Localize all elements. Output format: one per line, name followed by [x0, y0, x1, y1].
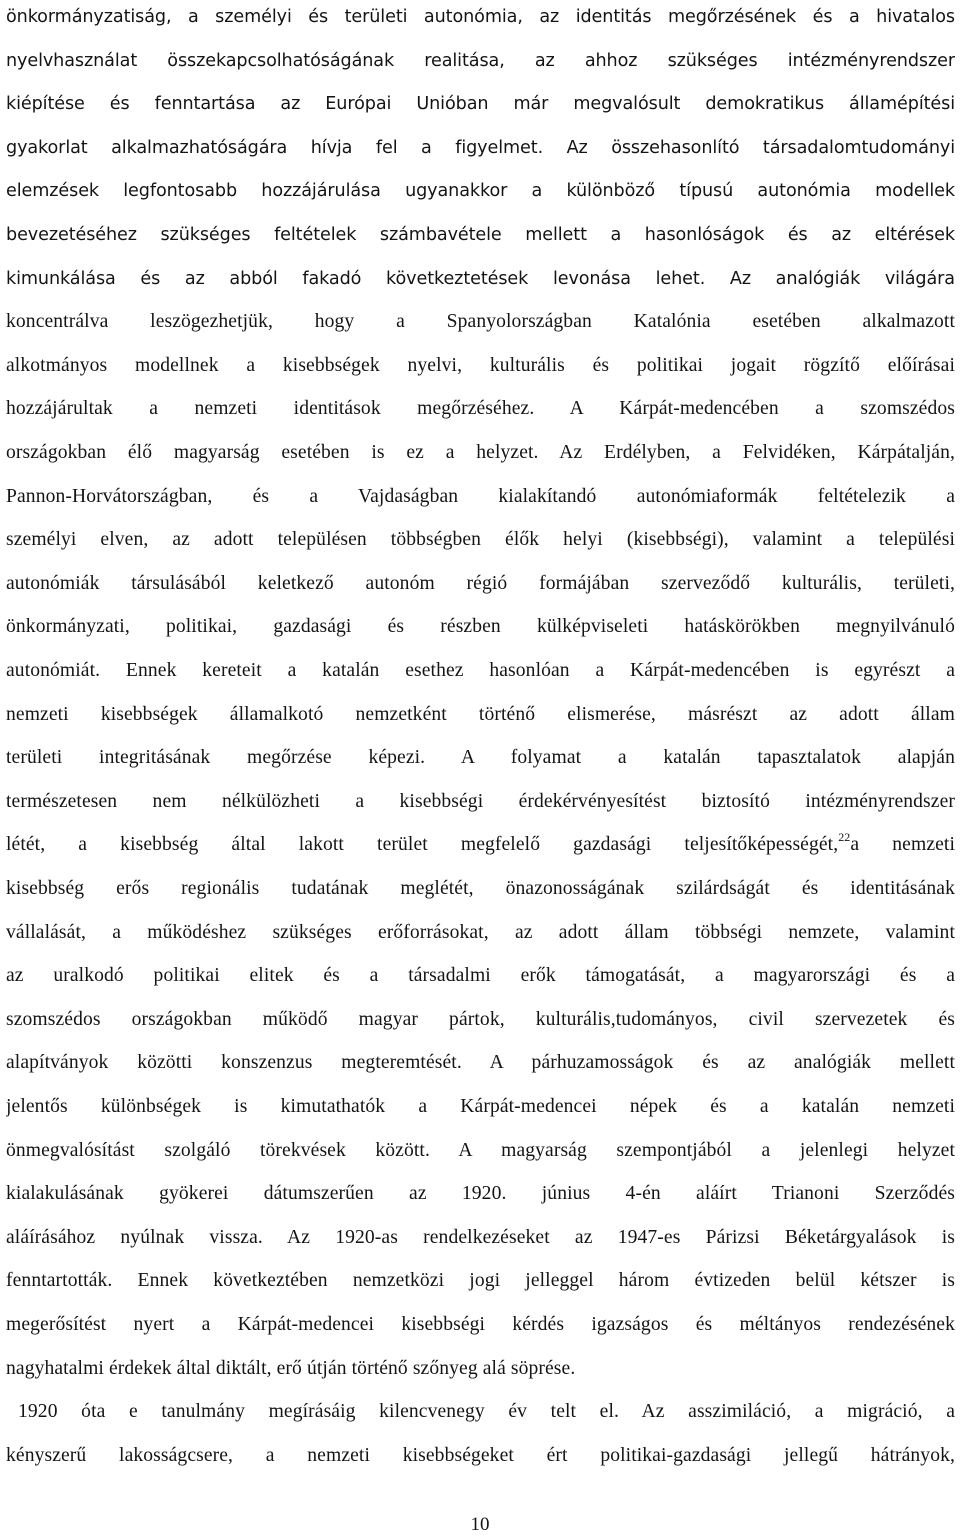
text-line — [6, 133, 955, 163]
line-text: önkormányzatiság, a személyi és területi autonómia, az identitás megőrzésének és a hivatalos — [6, 7, 955, 27]
line-text: bevezetéséhez szükséges feltételek számbavétele mellett a hasonlóságok és az eltérések — [6, 225, 955, 245]
line-text: alkotmányos modellnek a kisebbségek nyelvi, kulturális és politikai jogait rögzítő előírásai — [6, 354, 955, 376]
text-line — [6, 787, 955, 817]
text-line — [18, 1397, 955, 1427]
text-line — [6, 656, 955, 686]
text-line — [6, 612, 955, 642]
text-line — [6, 1223, 955, 1253]
text-line — [6, 1136, 955, 1166]
text-line — [6, 2, 955, 32]
text-line — [6, 830, 955, 860]
text-line — [6, 1354, 955, 1384]
text-line — [6, 525, 955, 555]
text-line — [6, 1092, 955, 1122]
line-text: nagyhatalmi érdekek által diktált, erő útján történő szőnyeg alá söprése. — [6, 1357, 576, 1379]
line-text: létét, a kisebbség által lakott terület megfelelő gazdasági teljesítőképességét, — [6, 834, 839, 856]
line-text: megerősítést nyert a Kárpát-medencei kisebbségi kérdés igazságos és méltányos rendezésének — [6, 1314, 955, 1335]
line-text: kisebbség erős regionális tudatának meglétét, önazonosságának szilárdságát és identitásának — [6, 878, 955, 899]
line-text-continued: a nemzeti — [850, 834, 955, 856]
footnote-reference: 22 — [838, 830, 851, 845]
line-text: autonómiák társulásából keletkező autonóm régió formájában szerveződő kulturális, területi, — [6, 572, 955, 594]
text-line — [6, 743, 955, 773]
line-text: nemzeti kisebbségek államalkotó nemzetként történő elismerése, másrészt az adott állam — [6, 703, 955, 725]
text-line — [6, 1310, 955, 1340]
line-text: Pannon-Horvátországban, és a Vajdaságban kialakítandó autonómiaformák feltételezik a — [6, 485, 955, 507]
line-text: vállalását, a működéshez szükséges erőforrásokat, az adott állam többségi nemzete, valamint — [6, 921, 955, 943]
text-line — [6, 220, 955, 250]
text-line — [6, 89, 955, 119]
line-text: kialakulásának gyökerei dátumszerűen az 1920. június 4-én aláírt Trianoni Szerződés — [6, 1183, 955, 1205]
line-text: jelentős különbségek is kimutathatók a Kárpát-medencei népek és a katalán nemzeti — [6, 1096, 955, 1117]
line-text: fenntartották. Ennek következtében nemzetközi jogi jelleggel három évtizeden belül kétszer is — [6, 1270, 955, 1292]
line-text: aláírásához nyúlnak vissza. Az 1920-as rendelkezéseket az 1947-es Párizsi Béketárgyalások is — [6, 1226, 955, 1248]
line-text: hozzájárultak a nemzeti identitások megőrzéséhez. A Kárpát-medencében a szomszédos — [6, 398, 955, 420]
line-text: kiépítése és fenntartása az Európai Unióban már megvalósult demokratikus államépítési — [6, 94, 955, 115]
line-text: országokban élő magyarság esetében is ez a helyzet. Az Erdélyben, a Felvidéken, Kárpátalján, — [6, 442, 955, 463]
line-text: 1920 óta e tanulmány megírásáig kilencvenegy év telt el. Az asszimiláció, a migráció, a — [18, 1401, 955, 1423]
text-line — [6, 394, 955, 424]
line-text: természetesen nem nélkülözheti a kisebbségi érdekérvényesítést biztosító intézményrendszer — [6, 790, 955, 812]
text-line — [6, 264, 955, 294]
line-text: önkormányzati, politikai, gazdasági és részben külképviseleti hatáskörökben megnyilvánuló — [6, 616, 955, 638]
text-line — [6, 482, 955, 512]
text-line — [6, 700, 955, 730]
line-text: az uralkodó politikai elitek és a társadalmi erők támogatását, a magyarországi és a — [6, 965, 955, 987]
text-line — [6, 918, 955, 948]
text-line — [6, 961, 955, 991]
line-text: kimunkálása és az abból fakadó következtetések levonása lehet. Az analógiák világára — [6, 268, 955, 289]
text-line — [6, 569, 955, 599]
line-text: autonómiát. Ennek kereteit a katalán esethez hasonlóan a Kárpát-medencében is egyrészt a — [6, 660, 955, 681]
line-text: területi integritásának megőrzése képezi. A folyamat a katalán tapasztalatok alapján — [6, 747, 955, 769]
text-line — [6, 874, 955, 904]
line-text: alapítványok közötti konszenzus megteremtését. A párhuzamosságok és az analógiák mellett — [6, 1052, 955, 1074]
line-text: nyelvhasználat összekapcsolhatóságának realitása, az ahhoz szükséges intézményrendszer — [6, 50, 955, 71]
line-text: kényszerű lakosságcsere, a nemzeti kisebbségeket ért politikai-gazdasági jellegű hátrányok, — [6, 1444, 955, 1466]
line-text: koncentrálva leszögezhetjük, hogy a Spanyolországban Katalónia esetében alkalmazott — [6, 311, 955, 333]
text-line — [6, 351, 955, 381]
page-number: 10 — [470, 1514, 490, 1535]
text-line — [6, 176, 955, 206]
line-text: személyi elven, az adott településen többségben élők helyi (kisebbségi), valamint a települési — [6, 529, 955, 551]
line-text: gyakorlat alkalmazhatóságára hívja fel a figyelmet. Az összehasonlító társadalomtudományi — [6, 137, 955, 158]
line-text: szomszédos országokban működő magyar pártok, kulturális,tudományos, civil szervezetek és — [6, 1008, 955, 1030]
text-line — [6, 1005, 955, 1035]
text-line — [6, 1266, 955, 1296]
line-text: önmegvalósítást szolgáló törekvések között. A magyarság szempontjából a jelenlegi helyzet — [6, 1139, 955, 1161]
text-line — [6, 1048, 955, 1078]
text-line — [6, 1441, 955, 1471]
text-line — [6, 1179, 955, 1209]
line-text: elemzések legfontosabb hozzájárulása ugyanakkor a különböző típusú autonómia modellek — [6, 181, 955, 202]
text-line — [6, 46, 955, 76]
text-line — [6, 438, 955, 468]
text-line — [6, 307, 955, 337]
